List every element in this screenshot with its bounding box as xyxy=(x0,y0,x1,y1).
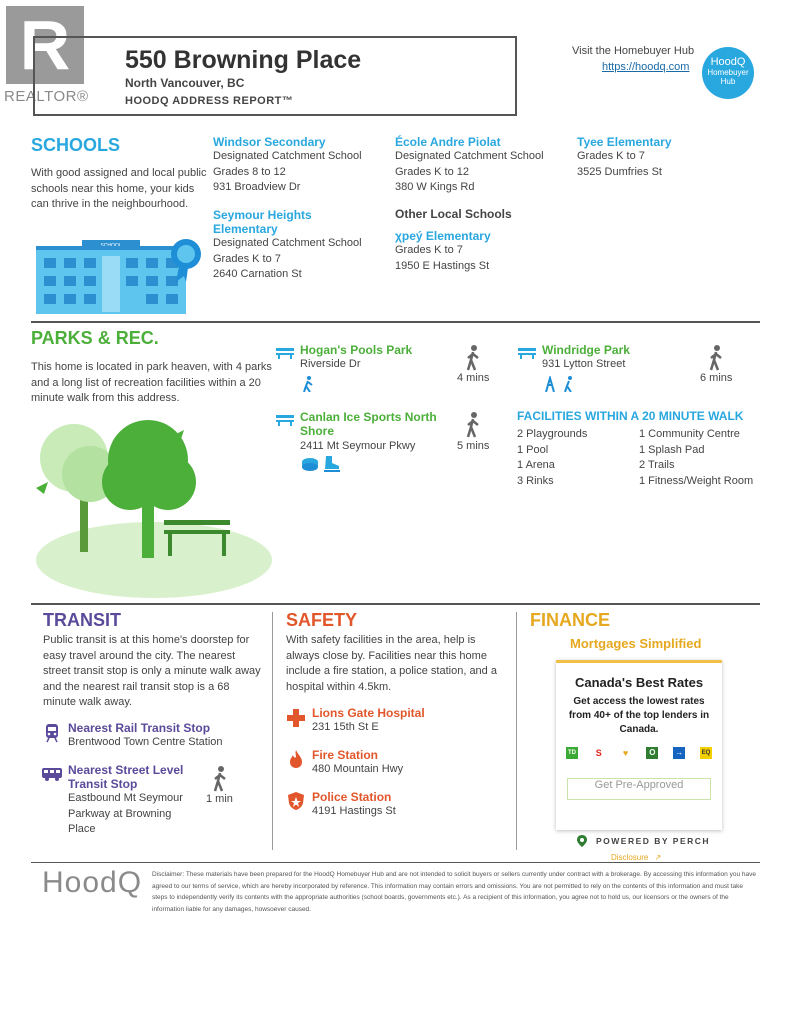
disclaimer-text: Disclaimer: These materials have been prepared for the HoodQ Homebuyer Hub and are not intended to solicit buyers or sellers currently under contract with a brokerage. By accessing this information you have agreed to our terms of service, which are hereby incorporated by reference. This information may contain errors and omissions. You are not permitted to rely on the contents of this information and must take steps to independently verify its contents with the appropriate authorities (school boards, governments etc.). As a recipient of this information, you agree not to hold us, our licensors or the owners of the information liable for any damages, howsoever caused. xyxy=(152,871,756,913)
fire-station-address: 480 Mountain Hwy xyxy=(312,763,404,775)
transit-intro-line: easy travel around the city. The nearest xyxy=(43,649,236,662)
street-stop-address: Eastbound Mt Seymour xyxy=(68,792,183,804)
ice-skate-icon xyxy=(322,455,342,478)
get-pre-approved-button[interactable]: Get Pre-Approved xyxy=(567,778,711,800)
parks-intro xyxy=(31,360,272,407)
hoodq-logo: HoodQ xyxy=(42,866,143,899)
rail-transit-stop[interactable] xyxy=(68,721,223,751)
safety-intro-line: always close by. Facilities near this home xyxy=(286,649,487,662)
parks-intro-line: This home is located in park heaven, with 4 parks xyxy=(31,361,272,373)
school-grades: Grades 8 to 12 xyxy=(213,165,286,178)
school-xpey[interactable] xyxy=(395,229,491,274)
school-address: 380 W Kings Rd xyxy=(395,181,475,193)
scotiabank-icon: S xyxy=(593,747,605,759)
parks-title-b: & REC. xyxy=(92,328,159,348)
facility-item: 1 Fitness/Weight Room xyxy=(639,474,754,487)
school-address: 1950 E Hastings St xyxy=(395,259,490,272)
park-name: Shore xyxy=(300,424,335,438)
bank-logos xyxy=(556,747,722,759)
hospital-name: Lions Gate Hospital xyxy=(312,706,425,720)
fire-station-name: Fire Station xyxy=(312,748,379,762)
hub-line3: Hub xyxy=(720,77,736,86)
park-name: Canlan Ice Sports North xyxy=(300,410,437,424)
park-name: Hogan's Pools Park xyxy=(300,343,413,357)
school-info: Designated Catchment School xyxy=(213,150,362,162)
school-name: χpeý Elementary xyxy=(395,229,491,243)
park-canlan[interactable] xyxy=(300,410,437,455)
bus-icon xyxy=(42,767,62,786)
walk-time: 4 mins xyxy=(457,372,490,384)
hospital-address: 231 15th St E xyxy=(312,721,379,733)
school-name: Windsor Secondary xyxy=(213,135,326,149)
finance-title: FINANCE xyxy=(530,610,610,630)
hub-title: HoodQ xyxy=(710,56,746,68)
street-stop-address: Place xyxy=(68,823,96,835)
transit-intro-line: minute walk away. xyxy=(43,696,133,708)
safety-fire-station[interactable] xyxy=(312,748,403,778)
safety-intro-line: include a fire station, a police station, and a xyxy=(286,665,497,677)
lender-icon: O xyxy=(646,747,658,759)
divider xyxy=(31,321,760,323)
school-andre-piolat[interactable] xyxy=(395,135,544,196)
visit-hub-text: Visit the Homebuyer Hub xyxy=(572,45,695,57)
parks-title-a: PARKS xyxy=(31,328,93,348)
card-text-line: Get access the lowest rates xyxy=(573,696,705,707)
external-link-icon: ↗ xyxy=(654,853,662,862)
disclosure-link[interactable] xyxy=(611,853,661,862)
homebuyer-hub-badge[interactable] xyxy=(702,47,754,99)
walk-time: 6 mins xyxy=(700,372,733,384)
school-grades: Grades K to 7 xyxy=(395,244,463,256)
column-divider xyxy=(516,612,517,850)
school-address: 931 Broadview Dr xyxy=(213,181,301,193)
safety-police-station[interactable] xyxy=(312,790,396,820)
police-station-address: 4191 Hastings St xyxy=(312,805,396,817)
report-label: HOODQ ADDRESS REPORT™ xyxy=(125,95,294,107)
bench-icon xyxy=(276,412,294,431)
facilities-left xyxy=(517,427,587,489)
lender-arrow-icon: → xyxy=(675,748,684,757)
city-label: North Vancouver, BC xyxy=(125,76,245,90)
safety-title: SAFETY xyxy=(286,610,358,630)
school-address: 2640 Carnation St xyxy=(213,268,302,280)
transit-intro-line: Public transit is at this home's doorstep for xyxy=(43,634,250,646)
disclosure-text: Disclosure xyxy=(611,853,649,862)
train-icon xyxy=(44,723,60,748)
park-address: Riverside Dr xyxy=(300,358,361,370)
other-schools-title: Other Local Schools xyxy=(395,207,512,221)
facilities-right xyxy=(639,427,753,489)
school-windsor[interactable] xyxy=(213,135,362,196)
transit-title: TRANSIT xyxy=(43,610,121,630)
bench-icon xyxy=(518,345,536,364)
facility-item: 2 Playgrounds xyxy=(517,428,588,440)
bench-icon xyxy=(276,345,294,364)
facility-item: 1 Arena xyxy=(517,459,555,471)
school-grades: Grades K to 12 xyxy=(395,165,469,178)
card-text-line: Canada. xyxy=(619,724,659,735)
school-name: École Andre Piolat xyxy=(395,135,501,149)
rail-stop-address: Brentwood Town Centre Station xyxy=(68,736,223,748)
school-address: 3525 Dumfries St xyxy=(577,165,662,178)
finance-subtitle: Mortgages Simplified xyxy=(570,636,702,651)
police-station-name: Police Station xyxy=(312,790,392,804)
powered-by-perch: POWERED BY PERCH xyxy=(596,836,711,846)
facility-item: 1 Pool xyxy=(517,443,549,456)
street-transit-stop[interactable] xyxy=(68,763,183,838)
page-title: 550 Browning Place xyxy=(125,46,362,74)
park-illustration xyxy=(34,412,274,598)
desjardins-icon: ♥ xyxy=(620,747,632,759)
school-building-illustration xyxy=(36,234,208,316)
facilities-title: FACILITIES WITHIN A 20 MINUTE WALK xyxy=(517,409,744,423)
schools-intro xyxy=(31,166,207,213)
street-stop-title: Nearest Street Level xyxy=(68,763,184,777)
hospital-cross-icon xyxy=(287,709,305,732)
safety-intro-line: With safety facilities in the area, help is xyxy=(286,634,476,646)
card-text xyxy=(556,695,722,737)
school-tyee[interactable] xyxy=(577,135,672,180)
rail-stop-title: Nearest Rail Transit Stop xyxy=(68,721,211,735)
park-address: 2411 Mt Seymour Pkwy xyxy=(300,440,416,452)
park-name: Windridge Park xyxy=(542,343,630,357)
safety-intro xyxy=(286,633,497,695)
safety-intro-line: hospital within 4.5km. xyxy=(286,680,392,693)
td-bank-icon: TD xyxy=(566,747,578,759)
hub-line2: Homebuyer xyxy=(707,68,749,77)
parks-intro-line: and a long list of recreation facilities within a 20 xyxy=(31,376,261,389)
schools-intro-line: can thrive in the neighbourhood. xyxy=(31,198,189,210)
eq-bank-icon: EQ xyxy=(700,747,712,759)
park-hogan[interactable] xyxy=(300,343,412,373)
finance-card xyxy=(556,660,722,830)
park-windridge[interactable] xyxy=(542,343,630,373)
card-title: Canada's Best Rates xyxy=(574,675,704,690)
parks-title xyxy=(31,328,159,349)
school-info: Designated Catchment School xyxy=(213,237,362,249)
police-shield-icon xyxy=(288,792,304,815)
school-grades: Grades K to 7 xyxy=(577,150,645,162)
divider xyxy=(31,603,760,605)
parks-intro-line: minute walk from this address. xyxy=(31,392,180,404)
facility-item: 1 Splash Pad xyxy=(639,443,705,456)
facility-item: 2 Trails xyxy=(639,459,675,471)
park-address: 931 Lytton Street xyxy=(542,358,626,370)
transit-intro-line: street transit stop is only a minute walk away xyxy=(43,665,261,677)
schools-intro-line: With good assigned and local public xyxy=(31,167,207,179)
walk-time: 1 min xyxy=(206,793,233,805)
footer-divider xyxy=(31,862,760,863)
school-grades: Grades K to 7 xyxy=(213,252,281,265)
walk-time: 5 mins xyxy=(457,440,490,452)
hoodq-link[interactable]: https://hoodq.com xyxy=(602,61,690,73)
realtor-letter: R xyxy=(19,6,71,84)
playground-icon xyxy=(545,376,577,397)
schools-title: SCHOOLS xyxy=(31,135,121,155)
transit-intro-line: and the nearest rail transit stop is a 68 xyxy=(43,680,230,693)
street-stop-title: Transit Stop xyxy=(68,777,138,791)
card-text-line: from 40+ of the top lenders in xyxy=(568,710,710,721)
street-stop-address: Parkway at Browning xyxy=(68,807,172,820)
school-name: Seymour Heights xyxy=(213,208,312,222)
fire-icon xyxy=(289,750,303,773)
school-seymour-heights[interactable] xyxy=(213,208,362,283)
hockey-puck-icon xyxy=(301,457,319,476)
school-info: Designated Catchment School xyxy=(395,150,544,162)
facility-item: 3 Rinks xyxy=(517,474,554,487)
facility-item: 1 Community Centre xyxy=(639,428,740,440)
transit-intro xyxy=(43,633,261,711)
schools-intro-line: schools near this home, your kids xyxy=(31,182,195,195)
school-name: Tyee Elementary xyxy=(577,135,672,149)
realtor-wordmark: REALTOR® xyxy=(4,88,89,105)
safety-hospital[interactable] xyxy=(312,706,425,736)
trail-icon xyxy=(302,376,314,397)
column-divider xyxy=(272,612,273,850)
location-pin-icon xyxy=(577,834,587,852)
school-name: Elementary xyxy=(213,222,278,236)
